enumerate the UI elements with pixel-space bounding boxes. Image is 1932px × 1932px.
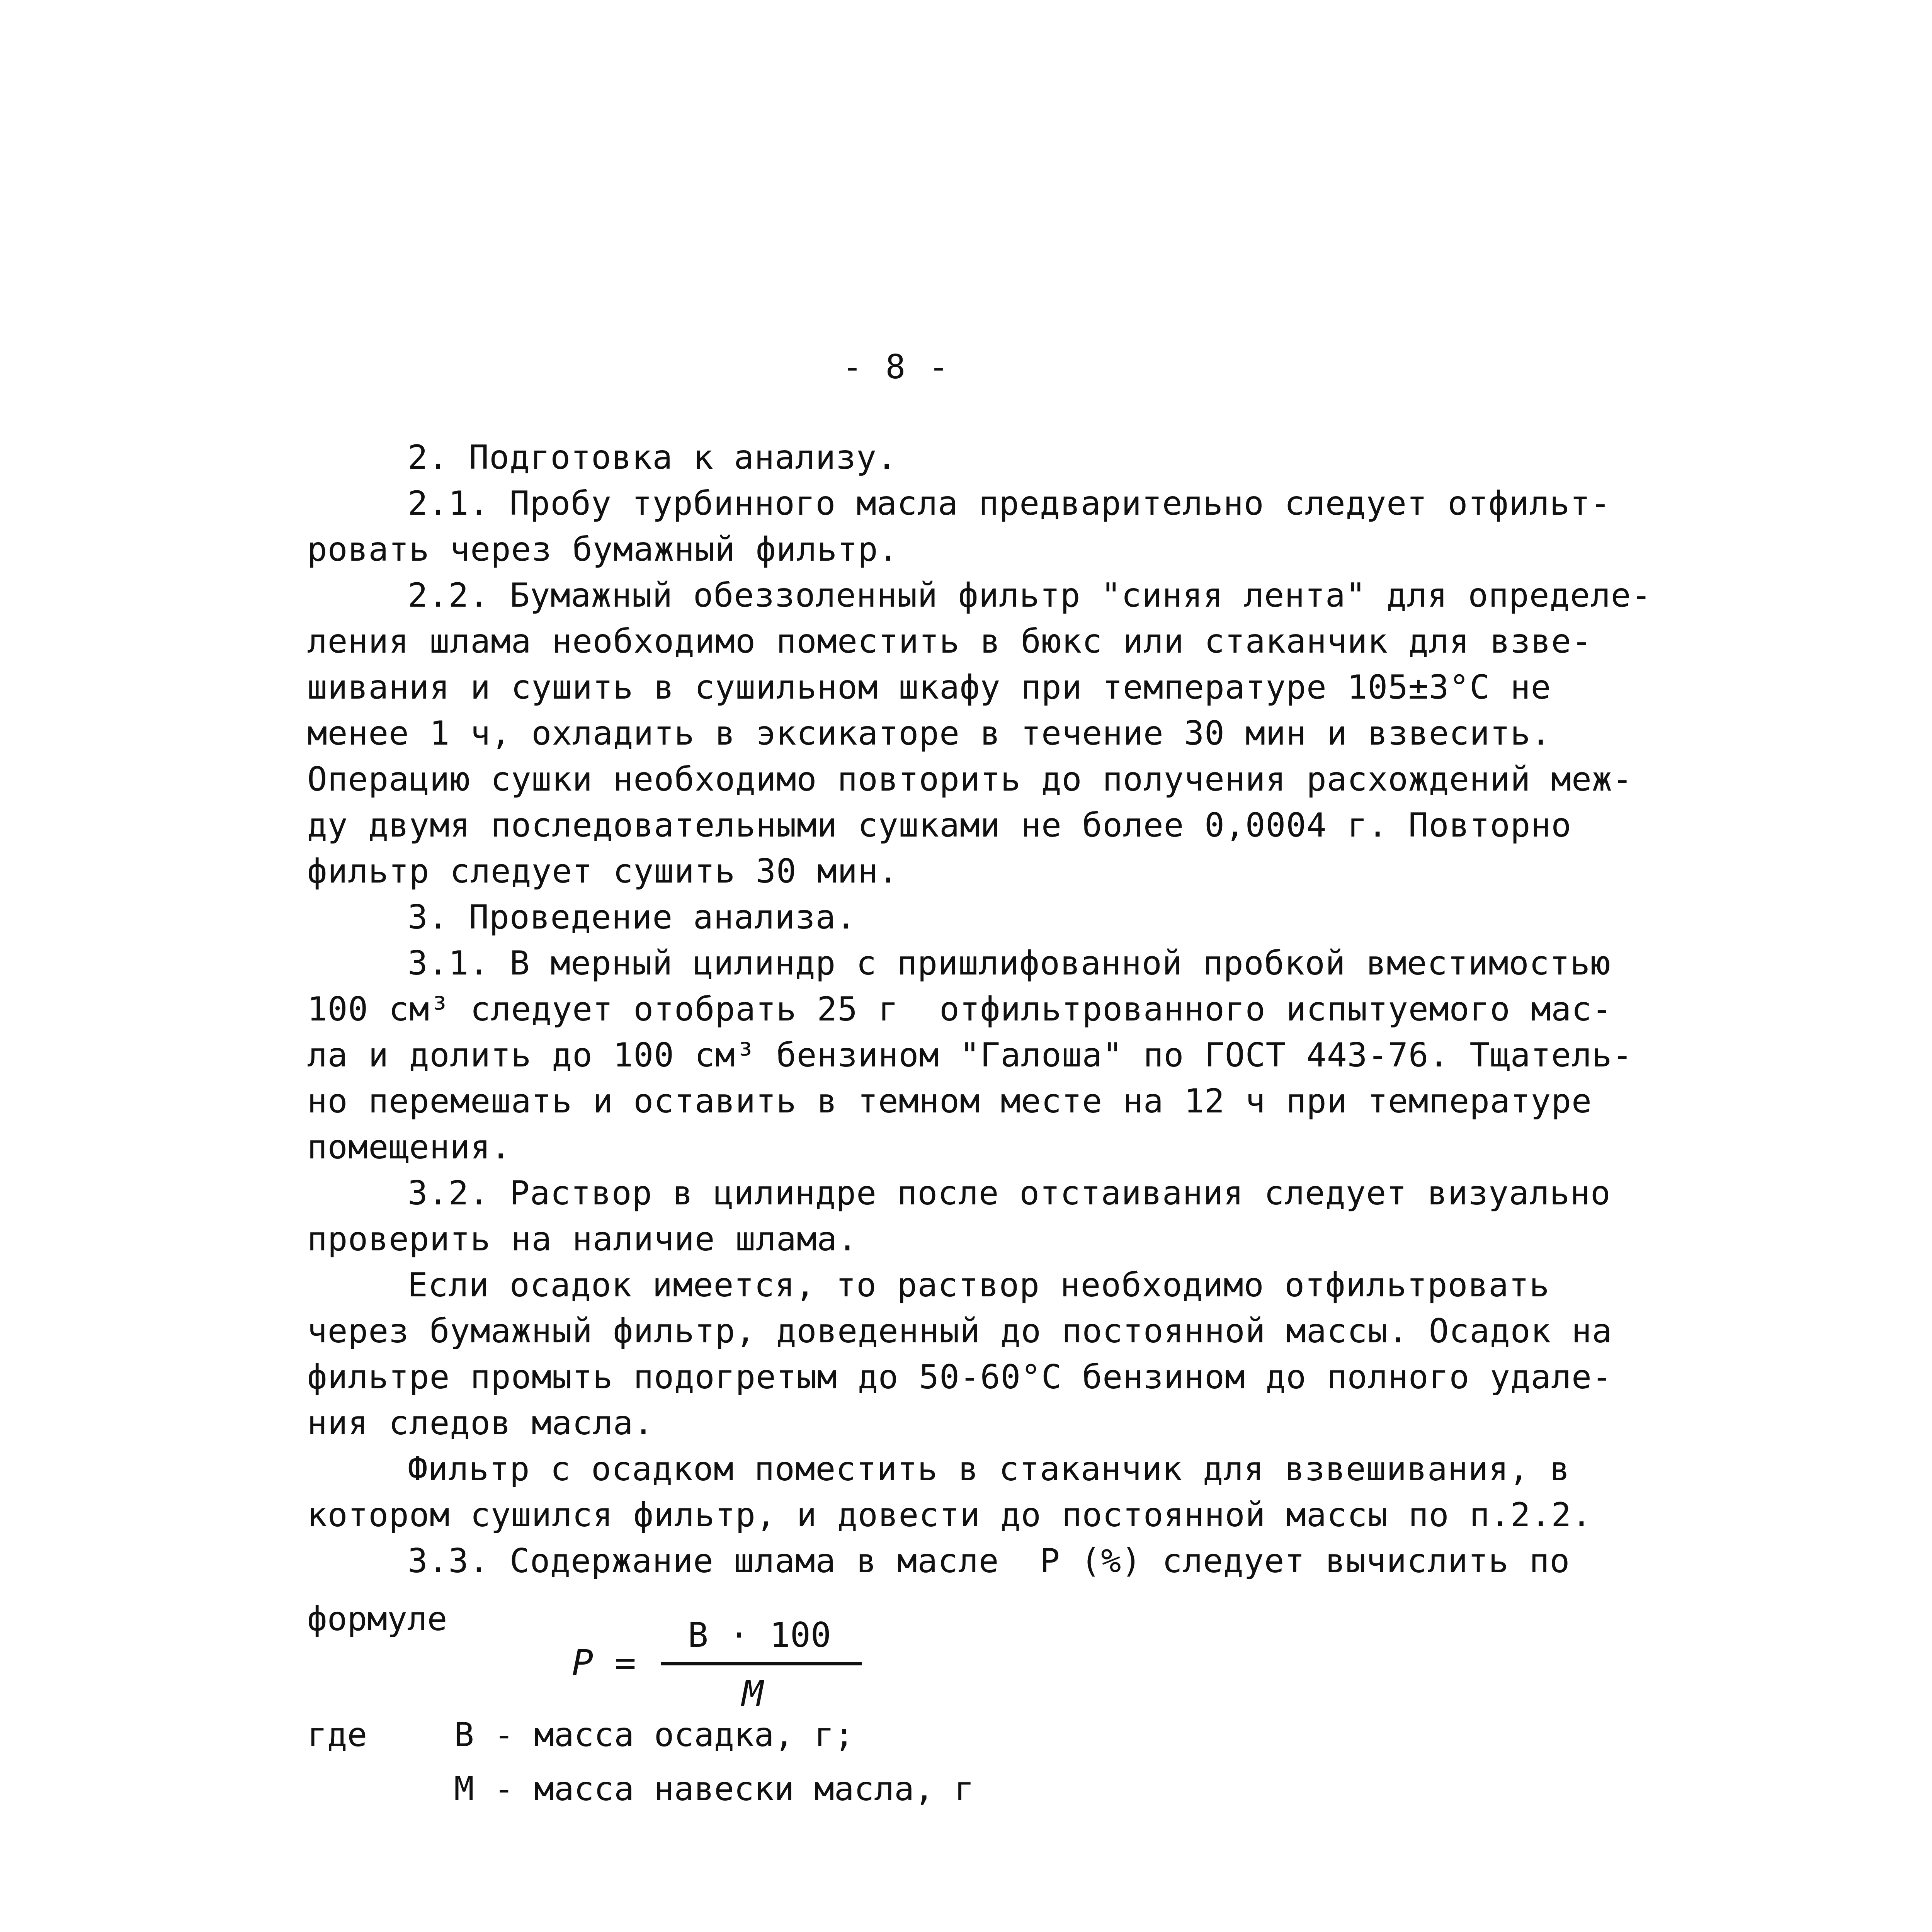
paragraph-3-3: 3.3. Содержание шлама в масле Р (%) следует вычислить по xyxy=(408,1542,1570,1580)
paragraph-3-2-filter: Фильтр с осадком поместить в стаканчик для взвешивания, в котором сушился фильтр, и довести до постоянной массы по п.2.2. xyxy=(307,1450,1592,1534)
section-2-heading: 2. Подготовка к анализу. xyxy=(408,438,897,477)
formula-label: формуле xyxy=(307,1600,447,1638)
sludge-formula xyxy=(572,1615,881,1716)
paragraph-3-1: 3.1. В мерный цилиндр с пришлифованной пробкой вместимостью 100 см³ следует отобрать 25 г отфильтрованного испытуемого мас- ла и долить до 100 см³ бензином "Галоша" по ГОСТ 443-76. Тщатель- но перемешать и оставить в темном месте на 12 ч при температуре помещения. xyxy=(307,944,1633,1167)
paragraph-2-2: 2.2. Бумажный обеззоленный фильтр "синяя лента" для определе- ления шлама необходимо поместить в бюкс или стаканчик для взве- шивания и сушить в сушильном шкафу при температуре 105±3°С не менее 1 ч, охладить в эксикаторе в течение 30 мин и взвесить. Операцию сушки необходимо повторить до получения расхождений меж- ду двумя последовательными сушками не более 0,0004 г. Повторно фильтр следует сушить 30 мин. xyxy=(307,576,1652,891)
legend-item-m: М - масса навески масла, г xyxy=(454,1770,975,1808)
paragraph-3-2-sediment: Если осадок имеется, то раствор необходимо отфильтровать через бумажный фильтр, доведенный до постоянной массы. Осадок на фильтре промыть подогретым до 50-60°С бензином до полного удале- ния следов масла. xyxy=(307,1266,1612,1442)
formula-denominator: М xyxy=(742,1673,764,1714)
page-number: - 8 - xyxy=(842,348,950,386)
fraction-bar xyxy=(661,1662,862,1665)
paragraph-3-2: 3.2. Раствор в цилиндре после отстаивания следует визуально проверить на наличие шлама. xyxy=(307,1174,1611,1259)
formula-lhs: Р = xyxy=(572,1642,636,1684)
paragraph-2-1: 2.1. Пробу турбинного масла предварительно следует отфильт- ровать через бумажный фильтр. xyxy=(307,484,1611,569)
section-3-heading: 3. Проведение анализа. xyxy=(408,898,857,937)
formula-numerator: В · 100 xyxy=(688,1615,831,1655)
where-label: где xyxy=(307,1716,367,1754)
legend-item-b: В - масса осадка, г; xyxy=(454,1716,854,1754)
